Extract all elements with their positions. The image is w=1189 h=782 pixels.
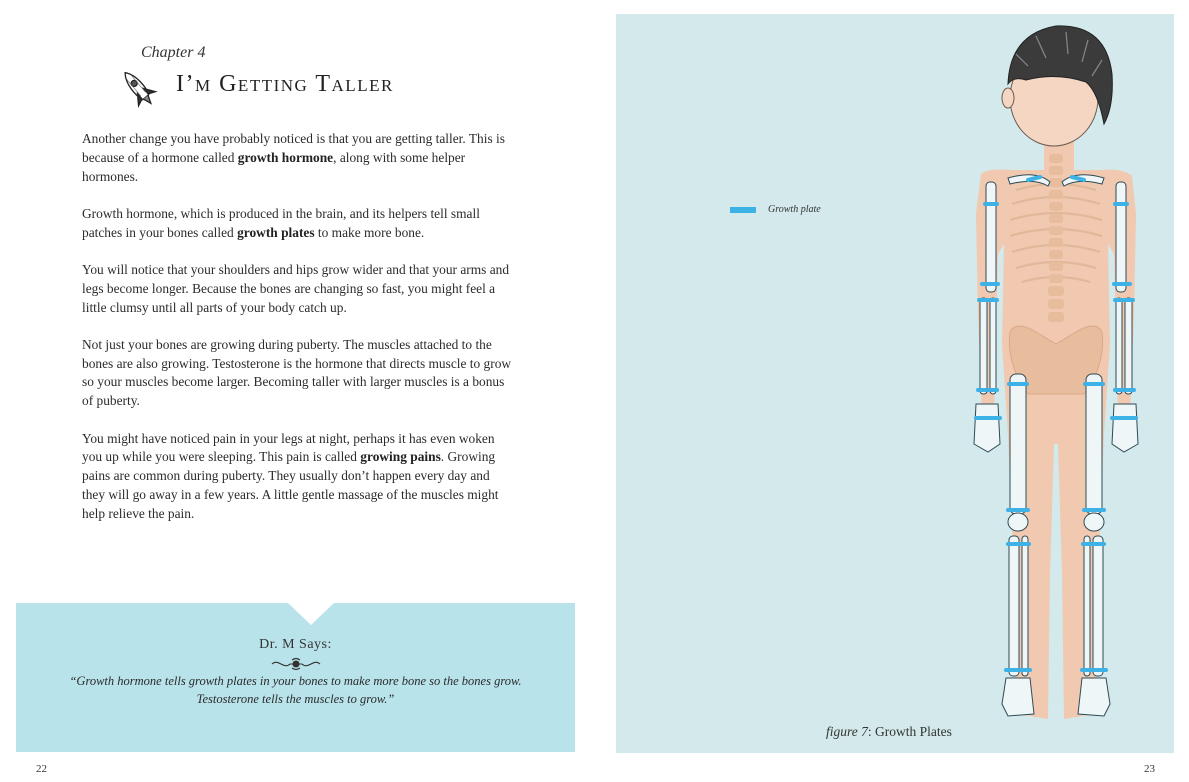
figure-number: figure 7 bbox=[826, 724, 868, 739]
right-page bbox=[594, 0, 1189, 782]
figure-panel bbox=[616, 14, 1174, 753]
flourish-ornament-icon bbox=[270, 657, 322, 671]
paragraph-3: You will notice that your shoulders and hips grow wider and that your arms and legs become longer. Because the bones are changing so fast, you might feel a little clumsy until all parts of your body catch up. bbox=[82, 261, 510, 315]
callout-notch bbox=[288, 603, 334, 625]
head bbox=[1002, 26, 1112, 146]
callout-title: Dr. M Says: bbox=[259, 637, 332, 652]
paragraph-4: Not just your bones are growing during puberty. The muscles attached to the bones are also growing. Testosterone is the hormone that directs muscle to grow so your muscles become larger. Becoming taller with larger muscles is a bonus of puberty. bbox=[82, 336, 512, 409]
page-number-right: 23 bbox=[1144, 763, 1155, 775]
legend bbox=[730, 204, 821, 215]
page-number-left: 22 bbox=[36, 763, 47, 775]
paragraph-5: You might have noticed pain in your legs at night, perhaps it has even woken you up while you were sleeping. This pain is called growing pains. Growing pains are common during puberty. They usually don’t happen every day and they will go away in a few years. A little gentle massage of the muscles might help relieve the pain. bbox=[82, 430, 499, 521]
chapter-title: I’m Getting Taller bbox=[176, 71, 394, 97]
figure-caption bbox=[826, 724, 952, 740]
callout-quote: “Growth hormone tells growth plates in your bones to make more bone so the bones grow. Testosterone tells the muscles to grow.” bbox=[69, 674, 522, 706]
rocket-icon bbox=[118, 66, 158, 110]
growth-plate-swatch bbox=[730, 207, 756, 213]
left-page bbox=[0, 0, 594, 782]
dr-m-callout bbox=[16, 603, 575, 752]
legend-label: Growth plate bbox=[768, 204, 821, 215]
body-text bbox=[82, 130, 512, 542]
paragraph-2: Growth hormone, which is produced in the brain, and its helpers tell small patches in your bones called growth plates to make more bone. bbox=[82, 205, 480, 240]
figure-caption-text: : Growth Plates bbox=[867, 724, 952, 739]
chapter-label: Chapter 4 bbox=[141, 44, 206, 61]
skeleton-illustration bbox=[616, 14, 1174, 753]
paragraph-1: Another change you have probably noticed is that you are getting taller. This is because of a hormone called growth hormone, along with some helper hormones. bbox=[82, 131, 505, 184]
